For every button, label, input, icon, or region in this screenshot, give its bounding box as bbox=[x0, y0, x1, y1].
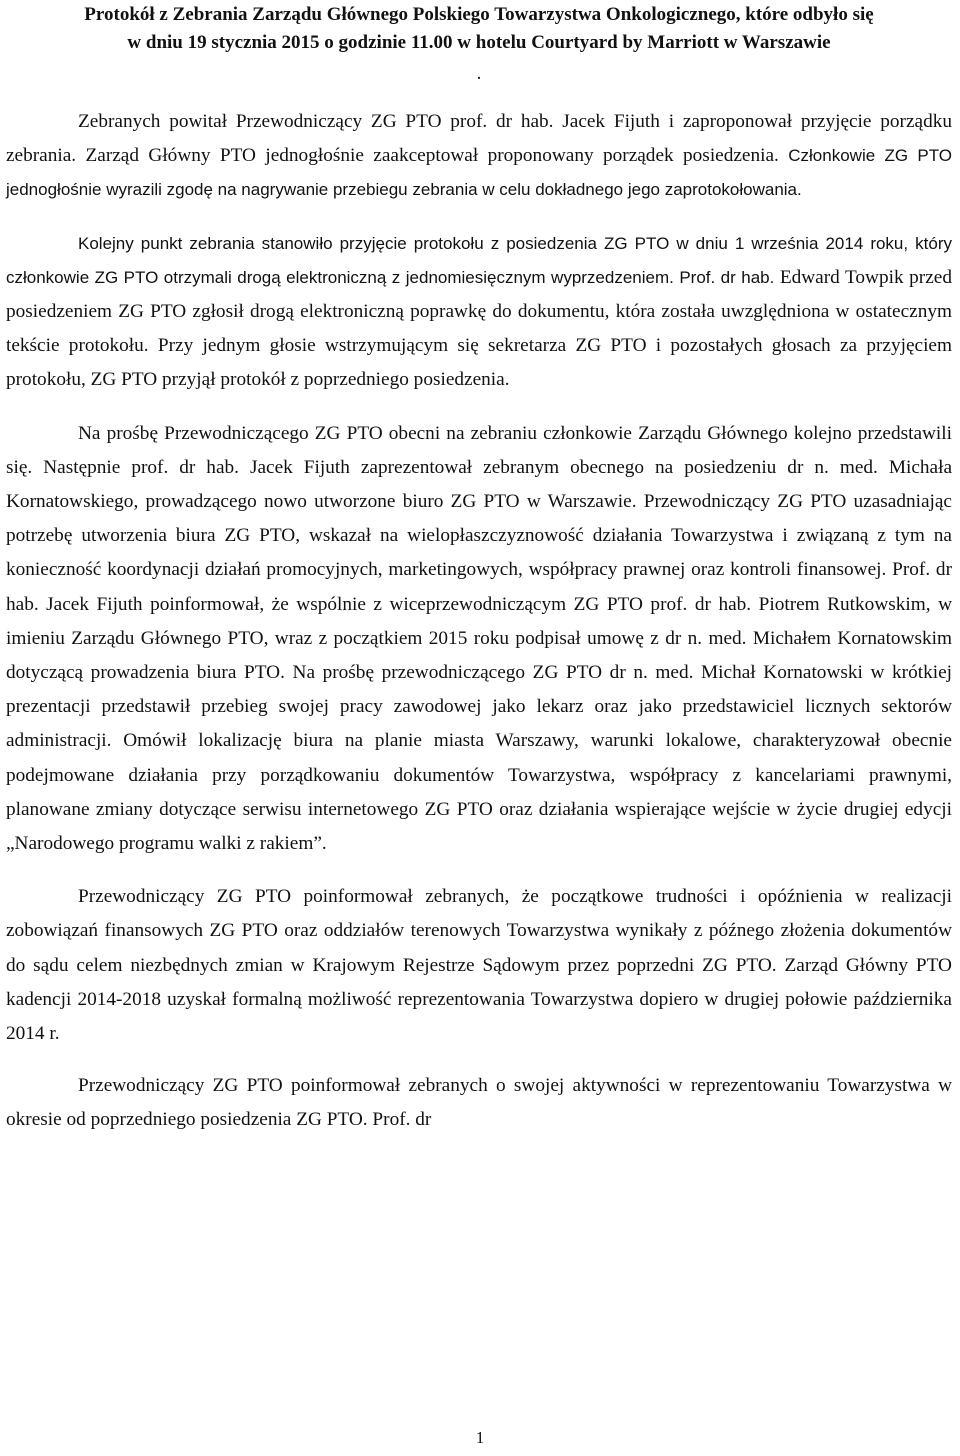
title-line-2: w dniu 19 stycznia 2015 o godzinie 11.00 w hotelu Courtyard by Marriott w Warszawie bbox=[127, 32, 831, 53]
paragraph-minutes-approval bbox=[6, 227, 952, 398]
paragraph-spacer bbox=[6, 208, 952, 227]
separator-dot: . bbox=[476, 63, 482, 84]
paragraph-activity bbox=[6, 1069, 952, 1137]
paragraph-spacer bbox=[6, 1051, 952, 1069]
paragraph-minutes-approval-text-a: Kolejny punkt zebrania stanowiło przyjęcie protokołu z posiedzenia ZG PTO w dniu 1 września 2014 roku, który członkowie ZG PTO otrzymali drogą elektroniczną z jednomiesięcznym wyprzedzeniem. Prof. dr hab. bbox=[6, 233, 952, 287]
paragraph-office-text: Na prośbę Przewodniczącego ZG PTO obecni na zebraniu członkowie Zarządu Głównego kolejno przedstawili się. Następnie prof. dr hab. Jacek Fijuth zaprezentował zebranym obecnego na posiedzeniu dr n. med. Michała Kornatowskiego, prowadzącego nowo utworzone biuro ZG PTO w Warszawie. Przewodniczący ZG PTO uzasadniając potrzebę utworzenia biura ZG PTO, wskazał na wielopłaszczyznowość działania Towarzystwa i związaną z tym na konieczność koordynacji działań promocyjnych, marketingowych, współpracy prawnej oraz kontroli finansowej. Prof. dr hab. Jacek Fijuth poinformował, że wspólnie z wiceprzewodniczącym ZG PTO prof. dr hab. Piotrem Rutkowskim, w imieniu Zarządu Głównego PTO, wraz z początkiem 2015 roku podpisał umowę z dr n. med. Michałem Kornatowskim dotyczącą prowadzenia biura PTO. Na prośbę przewodniczącego ZG PTO dr n. med. Michał Kornatowski w krótkiej prezentacji przedstawił przebieg swojej pracy zawodowej jako lekarz oraz jako przedstawiciel licznych sektorów administracji. Omówił lokalizację biura na planie miasta Warszawy, warunki lokalowe, charakteryzował obecnie podejmowane działania przy porządkowaniu dokumentów Towarzystwa, współpracy z kancelariami prawnymi, planowane zmiany dotyczące serwisu internetowego ZG PTO oraz działania wspierające wejście w życie drugiej edycji „Narodowego programu walki z rakiem”. bbox=[6, 422, 952, 855]
paragraph-finances bbox=[6, 880, 952, 1051]
paragraph-office bbox=[6, 417, 952, 862]
title-line-1: Protokół z Zebrania Zarządu Głównego Polskiego Towarzystwa Onkologicznego, które odbyło się bbox=[84, 4, 874, 25]
paragraph-opening bbox=[6, 105, 952, 208]
document-title bbox=[6, 0, 952, 57]
paragraph-opening-text: Zebranych powitał Przewodniczący ZG PTO prof. dr hab. Jacek Fijuth i zaproponował przyjęcie porządku zebrania. Zarząd Główny PTO jednogłośnie zaakceptował proponowany porządek posiedzenia. bbox=[6, 111, 952, 167]
paragraph-spacer bbox=[6, 861, 952, 880]
paragraph-finances-text: Przewodniczący ZG PTO poinformował zebranych, że początkowe trudności i opóźnienia w realizacji zobowiązań finansowych ZG PTO oraz oddziałów terenowych Towarzystwa wynikały z późnego złożenia dokumentów do sądu celem niezbędnych zmian w Krajowym Rejestrze Sądowym przez poprzedni ZG PTO. Zarząd Główny PTO kadencji 2014-2018 uzyskał formalną możliwość reprezentowania Towarzystwa dopiero w drugiej połowie października 2014 r. bbox=[6, 886, 952, 1045]
paragraph-activity-text: Przewodniczący ZG PTO poinformował zebranych o swojej aktywności w reprezentowaniu Towarzystwa w okresie od poprzedniego posiedzenia ZG PTO. Prof. dr bbox=[6, 1075, 952, 1131]
paragraph-spacer bbox=[6, 398, 952, 417]
page-number: 1 bbox=[475, 1428, 485, 1447]
paragraph-opening-consent-text: Członkowie ZG PTO jednogłośnie wyrazili zgodę na nagrywanie przebiegu zebrania w celu dokładnego jego zaprotokołowania. bbox=[6, 146, 952, 200]
paragraph-minutes-approval-text-b: Edward Towpik przed posiedzeniem ZG PTO zgłosił drogą elektroniczną poprawkę do dokumentu, która została uwzględniona w ostatecznym tekście protokołu. Przy jednym głosie wstrzymującym się sekretarza ZG PTO i pozostałych głosach za przyjęciem protokołu, ZG PTO przyjął protokół z poprzedniego posiedzenia. bbox=[6, 266, 952, 391]
